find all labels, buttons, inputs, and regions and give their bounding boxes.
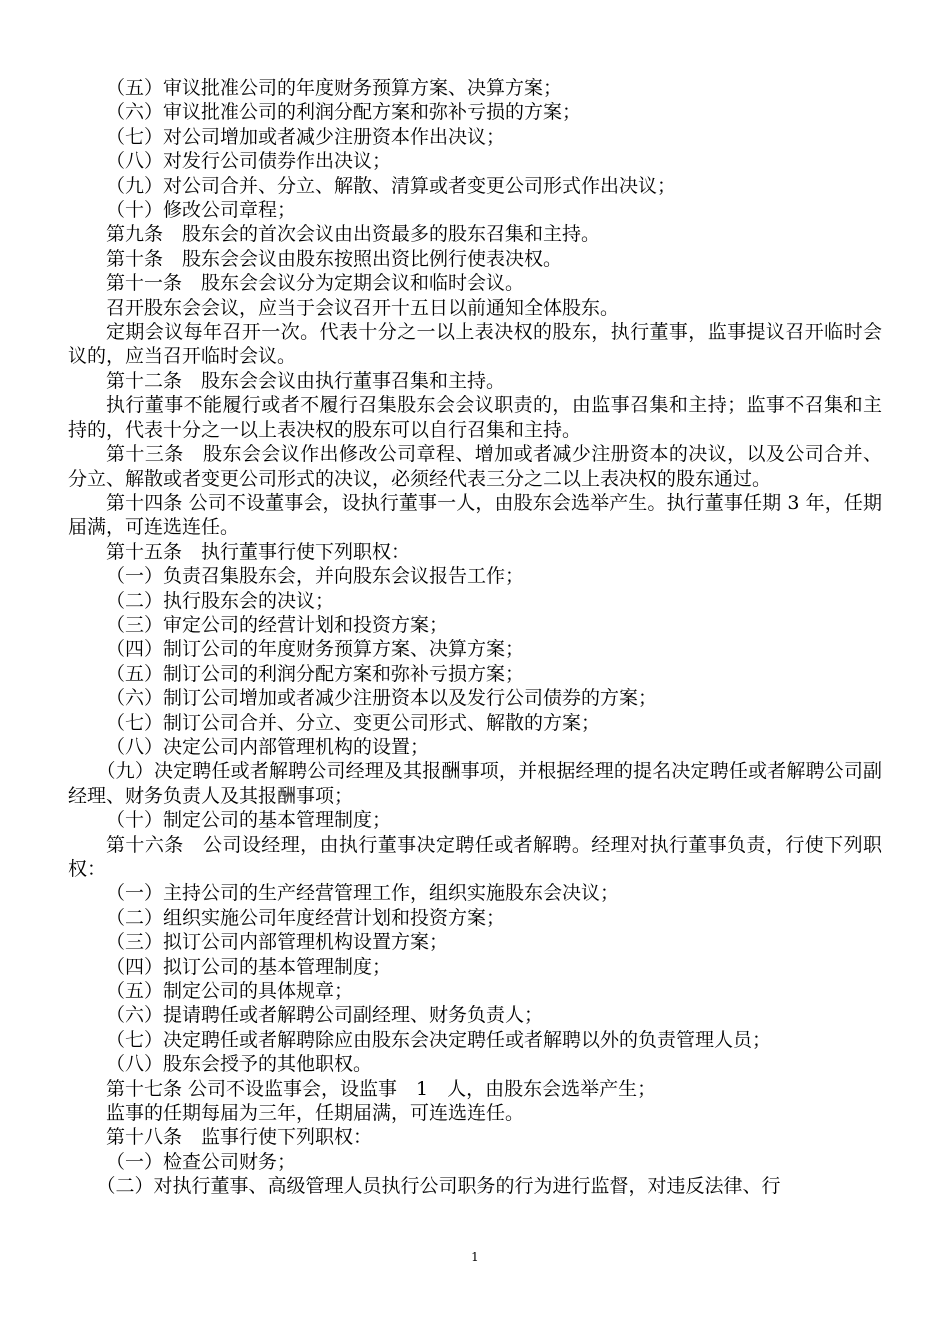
list-item: （八）决定公司内部管理机构的设置； xyxy=(106,735,430,758)
list-item: （十）制定公司的基本管理制度； xyxy=(106,809,392,832)
list-item: （六）制订公司增加或者减少注册资本以及发行公司债券的方案； xyxy=(106,687,658,710)
paragraph: （七）对公司增加或者减少注册资本作出决议； xyxy=(106,125,506,148)
document-body xyxy=(68,76,882,1199)
list-item: （二）执行股东会的决议； xyxy=(106,589,335,612)
list-item: （五）制订公司的利润分配方案和弥补亏损方案； xyxy=(106,662,525,685)
list-item: （二）对执行董事、高级管理人员执行公司职务的行为进行监督，对违反法律、行 xyxy=(96,1175,781,1198)
page-number: 1 xyxy=(471,1250,479,1264)
article-18: 第十八条 监事行使下列职权： xyxy=(106,1126,373,1149)
paragraph: （九）对公司合并、分立、解散、清算或者变更公司形式作出决议； xyxy=(106,174,677,197)
article-9: 第九条 股东会的首次会议由出资最多的股东召集和主持。 xyxy=(106,223,601,246)
list-item: （三）拟订公司内部管理机构设置方案； xyxy=(106,931,449,954)
paragraph: 召开股东会会议，应当于会议召开十五日以前通知全体股东。 xyxy=(106,296,620,319)
article-15: 第十五条 执行董事行使下列职权： xyxy=(106,540,411,563)
article-12: 第十二条 股东会会议由执行董事召集和主持。 xyxy=(106,369,506,392)
list-item: （一）主持公司的生产经营管理工作，组织实施股东会决议； xyxy=(106,882,620,905)
list-item: （四）拟订公司的基本管理制度； xyxy=(106,955,392,978)
article-13: 第十三条 股东会会议作出修改公司章程、增加或者减少注册资本的决议，以及公司合并、分立、解散或者变更公司形式的决议，必须经代表三分之二以上表决权的股东通过。 xyxy=(68,443,882,490)
list-item: （三）审定公司的经营计划和投资方案； xyxy=(106,613,449,636)
article-17: 第十七条 公司不设监事会，设监事 1 人，由股东会选举产生； xyxy=(106,1077,657,1100)
list-item: （五）制定公司的具体规章； xyxy=(106,980,354,1003)
list-item: （九）决定聘任或者解聘公司经理及其报酬事项，并根据经理的提名决定聘任或者解聘公司副经理、财务负责人及其报酬事项； xyxy=(68,760,882,807)
article-14: 第十四条 公司不设董事会，设执行董事一人，由股东会选举产生。执行董事任期 3 年，任期届满，可连选连任。 xyxy=(68,491,882,539)
list-item: （二）组织实施公司年度经营计划和投资方案； xyxy=(106,906,506,929)
paragraph: 定期会议每年召开一次。代表十分之一以上表决权的股东，执行董事，监事提议召开临时会议的，应当召开临时会议。 xyxy=(68,321,882,368)
list-item: （八）股东会授予的其他职权。 xyxy=(106,1053,373,1076)
paragraph: （六）审议批准公司的利润分配方案和弥补亏损的方案； xyxy=(106,101,582,124)
paragraph: （八）对发行公司债券作出决议； xyxy=(106,150,392,173)
list-item: （一）检查公司财务； xyxy=(106,1150,297,1173)
list-item: （一）负责召集股东会，并向股东会议报告工作； xyxy=(106,565,525,588)
paragraph: （十）修改公司章程； xyxy=(106,199,297,222)
article-11: 第十一条 股东会会议分为定期会议和临时会议。 xyxy=(106,272,525,295)
article-16: 第十六条 公司设经理，由执行董事决定聘任或者解聘。经理对执行董事负责，行使下列职权： xyxy=(68,833,882,880)
article-10: 第十条 股东会会议由股东按照出资比例行使表决权。 xyxy=(106,247,563,270)
list-item: （七）制订公司合并、分立、变更公司形式、解散的方案； xyxy=(106,711,601,734)
list-item: （七）决定聘任或者解聘除应由股东会决定聘任或者解聘以外的负责管理人员； xyxy=(106,1028,772,1051)
paragraph: （五）审议批准公司的年度财务预算方案、决算方案； xyxy=(106,77,563,99)
paragraph: 监事的任期每届为三年，任期届满，可连选连任。 xyxy=(106,1102,525,1125)
paragraph: 执行董事不能履行或者不履行召集股东会会议职责的，由监事召集和主持；监事不召集和主持的，代表十分之一以上表决权的股东可以自行召集和主持。 xyxy=(68,394,882,441)
list-item: （四）制订公司的年度财务预算方案、决算方案； xyxy=(106,638,525,661)
list-item: （六）提请聘任或者解聘公司副经理、财务负责人； xyxy=(106,1004,544,1027)
